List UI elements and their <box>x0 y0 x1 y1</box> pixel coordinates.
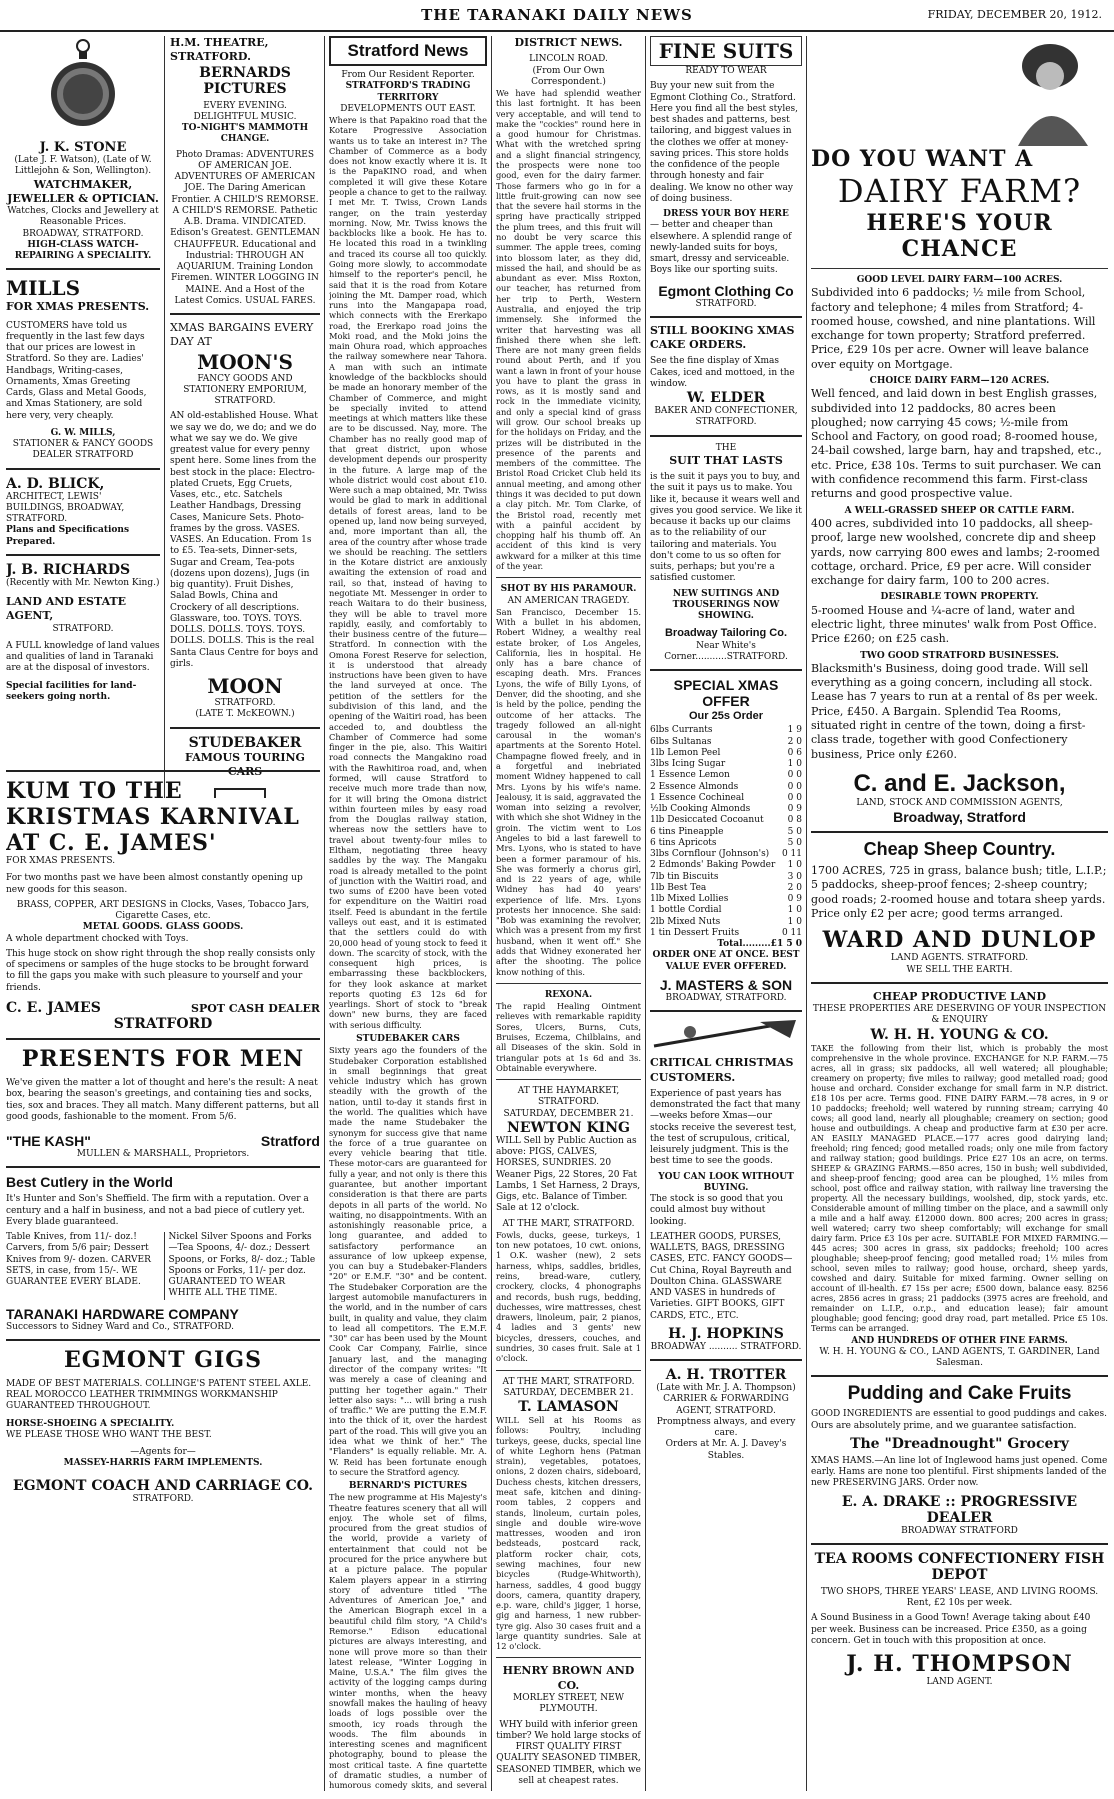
farm3-body: 400 acres, subdivided into 10 paddocks, all sheep-proof, large new woolshed, concrete dip and sheep yards, now carrying 800 ewes and lambs; 2-roomed cottage, orchard. Price, £9 per acre. Will consider exchange for dairy farm, 100 to 200 acres. <box>811 516 1100 588</box>
richards-place: STRATFORD. <box>52 623 114 634</box>
theatre-heading: H.M. THEATRE, STRATFORD. <box>170 36 269 64</box>
cutlery-body: It's Hunter and Son's Sheffield. The firm with a reputation. Over a century and a half in business, and not a bad piece of cutlery yet. Every blade guaranteed. <box>6 1194 309 1227</box>
thompson-name: J. H. THOMPSON <box>846 1651 1073 1677</box>
egmont-clothing-name: Egmont Clothing Co <box>658 282 794 299</box>
young-hundreds: AND HUNDREDS OF OTHER FINE FARMS. <box>851 1335 1068 1346</box>
productive-land-sub: THESE PROPERTIES ARE DESERVING OF YOUR INSPECTION & ENQUIRY <box>812 1004 1107 1026</box>
dairy-farm-heading: DAIRY FARM? <box>837 172 1082 210</box>
new-suitings: NEW SUITINGS AND TROUSERINGS NOW SHOWING. <box>672 588 780 622</box>
theatre-line2: DELIGHTFUL MUSIC. <box>193 111 297 122</box>
order-item <box>650 838 802 849</box>
order-item-name: 1 Essence Cochineal <box>650 792 745 803</box>
order-item-price: 3 0 <box>787 871 802 882</box>
blick-tagline: Plans and Specifications Prepared. <box>6 525 130 547</box>
richards-name: J. B. RICHARDS <box>6 561 131 578</box>
critical-body: Experience of past years has demonstrated the fact that many—weeks before Xmas—our stocks receive the severest test, the test of scrupulous, critical, leisurely judgment. This is the best time to see the goods. <box>650 1088 801 1167</box>
trotter-sub: (Late with Mr. J. A. Thompson) <box>656 1383 796 1394</box>
moon-sub: FANCY GOODS AND STATIONERY EMPORIUM, STRATFORD. <box>183 373 307 407</box>
order-item-price: 0 9 <box>787 894 802 905</box>
order-item-name: 1 tin Dessert Fruits <box>650 927 740 938</box>
dreadnought-heading: The "Dreadnought" Grocery <box>850 1435 1069 1452</box>
cutlery-knives: Table Knives, from 11/- doz.! Carvers, from 5/6 pair; Dessert Knives from 9/- dozen. CARVER SETS, in case, from 15/-. WE GUARANTEE EVERY BLADE. <box>6 1232 151 1288</box>
developments-heading: DEVELOPMENTS OUT EAST. <box>340 103 476 114</box>
kum-metal: METAL GOODS. GLASS GOODS. <box>82 922 244 933</box>
richards-trade: LAND AND ESTATE AGENT, <box>6 595 127 623</box>
elder-body: See the fine display of Xmas Cakes, iced and mottoed, in the window. <box>650 356 795 389</box>
town-property-heading: DESIRABLE TOWN PROPERTY. <box>880 592 1039 603</box>
productive-land-heading: CHEAP PRODUCTIVE LAND <box>873 989 1046 1003</box>
gigs-please: WE PLEASE THOSE WHO WANT THE BEST. <box>6 1429 212 1440</box>
order-item-name: 6lbs Sultanas <box>650 736 712 747</box>
own-correspondent: (From Our Own Correspondent.) <box>531 65 606 87</box>
order-item-price: 0 0 <box>787 770 802 781</box>
trading-article: Where is that Papakino road that the Kotare Progressive Association wants us to take an interest in? The Chamber of Commerce as a body does not know exactly where it is. It is the PapaKINO road, and when completed it will give these Kotare people a chance to get to the railway. I met Mr. T. Twiss, Crown Lands ranger, on the train yesterday morning. Now, Mr. Twiss knows the backblocks like a book. He has to. He located this road in a twinkling and traced its course all too quickly. Going more slowly, to accommodate himself to the reporter's pencil, he said that it is the road from Kotare joining the Mt. Damper road, which runs into the Mangapapa road, which connects with the Ererkapo road, the Ererkapo road joins the Moki road, and the Moki joins the main Ohura road, which approaches the railway somewhere near Tahora. A man with such an intimate knowledge of the backblocks should be made an honorary member of the Chamber of Commerce, and might be specially invited to attend meetings at which matters like these are to be discussed. Nay, more. The Chamber has no really good map of that great district, upon whose development depends our prosperity in the future. A large map of the whole district would cost about £10. Were such a map obtained, Mr. Twiss would be glad to mark in additional details of forest areas, land to be opened up, land now being surveyed, and, more important than all, the area of the country after whose trade we should be reaching. The settlers in the Kotare district are anxiously awaiting the extension of road and rail, so that, instead of having to negotiate Mt. Messenger in order to reach Waitara to do their business, they will be able to travel more rapidly, easily, and comfortably to their business centre of the future—Stratford. In connection with the Omona Forest Reserve for selection, it is understood that already instructions have been given to have the land surveyed at once. The petition of the settlers for the subdivision of this land, and the opening of the Waitiri road, has been acceded to, and doubtless the Chamber of Commerce had some finger in the pie, also. This Waitiri road connects the Mangakino road with the Rawhitiroa road, and, when formed, will cause Stratford to receive much more trade than now, for it will bring the Omona district within fourteen miles by easy road from the Douglas railway station, whereas now the settlers have to travel about twenty-four miles to Eltham, negotiating three heavy saddles by the way. The Mangaku road is already metalled to the point of junction with the Waitiri road, and two sums of £200 have been voted for expenditure on the Waitiri road itself. Feed is abundant in the fertile valleys out east, and it is estimated that the settlers could do with 20,000 head of young stock to feed it down. The scarcity of stock, with the consequent high prices, is embarrassing these backblockers, for they look askance at market reports quoting £3 12s 6d for yearlings. Short of stock to "break down" new burns, they are faced with serious difficulty. <box>329 115 487 1030</box>
newton-king-name: NEWTON KING <box>507 1119 630 1136</box>
moon-signature: MOON <box>207 674 283 699</box>
order-item-name: 2 Essence Almonds <box>650 781 739 792</box>
order-item-price: 5 0 <box>787 837 802 848</box>
order-item-name: 2 Edmonds' Baking Powder <box>650 860 776 871</box>
order-item <box>650 804 802 815</box>
tea-rooms-heading: TEA ROOMS CONFECTIONERY FISH DEPOT <box>814 1550 1105 1583</box>
stone-tagline: HIGH-CLASS WATCH-REPAIRING A SPECIALITY. <box>14 239 152 262</box>
rexona-body: The rapid Healing Ointment relieves with remarkable rapidity Sores, Ulcers, Burns, Cuts, Bruises, Eczema, Chilblains, and all Diseases of the skin. Sold in triangular pots at 1s 6d and 3s. Obtainable everywhere. <box>496 1001 641 1073</box>
order-heading: Our 25s Order <box>689 710 763 723</box>
order-item <box>650 827 802 838</box>
broadway-tailoring-sub: Near White's Corner...........STRATFORD. <box>664 640 788 662</box>
column-rule <box>164 36 165 798</box>
column-rule <box>324 36 325 1791</box>
ward-dunlop-name: WARD AND DUNLOP <box>822 927 1097 954</box>
issue-date: FRIDAY, DECEMBER 20, 1912. <box>927 8 1102 21</box>
stone-trade: WATCHMAKER, JEWELLER & OPTICIAN. <box>7 177 159 205</box>
henry-brown-name: HENRY BROWN AND CO. <box>502 1664 635 1692</box>
order-item <box>650 759 802 770</box>
gigs-agents: —Agents for— <box>130 1447 196 1458</box>
order-once: ORDER ONE AT ONCE. BEST VALUE EVER OFFERED. <box>652 950 800 972</box>
kum-line1: KUM TO THE <box>6 778 183 804</box>
hopkins-list: LEATHER GOODS, PURSES, WALLETS, BAGS, DRESSING CASES, ETC. FANCY GOODS—Cut China, Royal Bayreuth and Doulton China. GLASSWARE AND VASES in hundreds of Varieties. GIFT BOOKS, GIFT CARDS, ETC., ETC. <box>650 1231 793 1321</box>
tragedy-heading: AN AMERICAN TRAGEDY. <box>507 595 630 606</box>
elder-sub: BAKER AND CONFECTIONER, STRATFORD. <box>654 406 798 428</box>
lamason-body: WILL Sell at his Rooms as follows: Poultry, including turkeys, geese, ducks, special line of white Leghorn hens (Patman strain), vegetables, potatoes, onions, 2 dozen chairs, sideboard, Duchess chests, kitchen dressers, meat safe, kitchen and dining-room tables, 2 coppers and stands, linoleum, curtain poles, single and double wire-wove mattresses, wooden and iron bedsteads, postcard rack, platform rocker chair, cots, sewing machines, four new bicycles (Rudge-Whitworth), harness, saddles, 4 good buggy doors, camera, quantity drapery, e.p. ware, child's jigger, 1 horse, gig and harness, 1 new rubber-tyre gig. Also 30 cases fruit and a large quantity sundries. Sale at 12 o'clock. <box>496 1415 641 1652</box>
young-signature: W. H. H. YOUNG & CO., LAND AGENTS, T. GARDINER, Land Salesman. <box>819 1346 1100 1368</box>
order-item-name: 6 tins Pineapple <box>650 826 724 837</box>
order-item-price: 0 0 <box>787 781 802 792</box>
theatre-programme: Photo Dramas: ADVENTURES OF AMERICAN JOE. ADVENTURES OF AMERICAN JOE. The Daring American Frontier. A CHILD'S REMORSE. A CHILD'S REMORSE. Pathetic A.B. Drama. VINDICATED. Edison's Greatest. GENTLEMAN CHAUFFEUR. Educational and Industrial: THROUGH AN AQUARIUM. Training London Firemen. WINTER LOGGING IN MAINE. And a Host of the Latest Comics. USUAL FARES. <box>170 149 320 306</box>
gigs-heading: EGMONT GIGS <box>64 1346 262 1373</box>
ready-to-wear: READY TO WEAR <box>685 66 767 76</box>
jackson-name: C. and E. Jackson, <box>853 769 1066 797</box>
order-item <box>650 872 802 883</box>
order-item-price: 0 0 <box>787 792 802 803</box>
column-1 <box>6 36 160 798</box>
order-item-price: 1 0 <box>787 759 802 770</box>
order-item-name: 1 bottle Cordial <box>650 905 722 916</box>
order-item <box>650 737 802 748</box>
mart-heading: AT THE MART, STRATFORD. <box>502 1218 635 1229</box>
order-item <box>650 793 802 804</box>
order-item <box>650 748 802 759</box>
order-item <box>650 883 802 894</box>
studebaker-heading: STUDEBAKER <box>188 734 302 751</box>
district-news-title: DISTRICT NEWS. <box>514 36 623 49</box>
cheap-sheep-heading: Cheap Sheep Country. <box>863 839 1056 860</box>
mills-sub: FOR XMAS PRESENTS. <box>6 300 150 314</box>
order-item <box>650 894 802 905</box>
blick-name: A. D. BLICK, <box>6 475 105 492</box>
lady-illustration-icon <box>811 36 1108 146</box>
henry-brown-sub: MORLEY STREET, NEW PLYMOUTH. <box>513 1693 624 1715</box>
kum-sub: FOR XMAS PRESENTS. <box>6 856 116 866</box>
order-item-price: 0 11 <box>781 927 802 938</box>
shot-article: San Francisco, December 15. With a bullet in his abdomen, Robert Widney, a wealthy real estate broker, of Los Angeles, California, lies in hospital. He only has a bare chance of escaping death. Mrs. Frances Lyons, the wife of Billy Lyons, of Denver, did the shooting, and she is held by the police, pending the outcome of her attacks. The tragedy followed an all-night carousal in the woman's apartments at the Sorento Hotel. Champagne flowed freely, and in a forgetful and inebriated moment Widney happened to call Mrs. Lyons by his wife's name. Jealousy, it is said, aggravated the woman into seizing a revolver, with which she shot Widney in the groin. The victim went to Los Angeles to bid a last farewell to Mrs. Lyons, who is stated to have been a former paramour of his. She was formerly a chorus girl, and is 22 years of age, while Widney has had 40 years' experience of life. Mrs. Lyons protests her innocence. She said: "Bob was examining the revolver, which was a present from my first husband, when it went off." She adds that Widney exonerated her after the shooting. The police know nothing of this. <box>496 606 641 977</box>
suit-that-lasts: SUIT THAT LASTS <box>669 453 783 467</box>
drake-sub: BROADWAY STRATFORD <box>901 1525 1018 1536</box>
order-item <box>650 928 802 939</box>
order-item-name: 3lbs Icing Sugar <box>650 759 726 770</box>
order-list <box>650 725 802 939</box>
do-you-want: DO YOU WANT A <box>811 146 1034 172</box>
order-item <box>650 725 802 736</box>
dress-boy-body: — better and cheaper than elsewhere. A splendid range of newly-landed suits for boys, smart, dressy and serviceable. Boys like our sporting suits. <box>650 220 792 276</box>
james-name: C. E. JAMES <box>6 999 101 1016</box>
kum-line2: KRISTMAS KARNIVAL <box>6 804 300 830</box>
order-item-price: 1 0 <box>787 860 802 871</box>
cutlery-spoons: Nickel Silver Spoons and Forks—Tea Spoons, 4/- doz.; Dessert Spoons, or Forks, 8/- doz.; Table Spoons or Forks, 11/- per doz. GUARANTEED TO WEAR WHITE ALL THE TIME. <box>164 1232 321 1300</box>
column-2 <box>170 36 320 798</box>
presents-heading: PRESENTS FOR MEN <box>21 1046 305 1073</box>
james-spot: SPOT CASH DEALER <box>191 1001 320 1015</box>
businesses-body: Blacksmith's Business, doing good trade. Will sell everything as a going concern, including all stock. Lease has 7 years to run at a rental of 8s per week. Price, £450. A Bargain. Splendid Tea Rooms, situated right in centre of the town, doing a first-class trade, together with good Confectionery business, Price only £260. <box>811 661 1099 761</box>
order-item-name: 1lb Best Tea <box>650 882 707 893</box>
order-item-price: 2 0 <box>787 882 802 893</box>
stone-name: J. K. STONE <box>39 140 127 155</box>
suit-the: THE <box>715 442 737 453</box>
stock-line: The stock is so good that you could almost buy without looking. <box>650 1194 784 1227</box>
mart2-heading: AT THE MART, STRATFORD. <box>502 1376 635 1387</box>
broadway-tailoring-name: Broadway Tailoring Co. <box>664 627 788 640</box>
kash-place: Stratford <box>260 1133 320 1150</box>
mills-body: CUSTOMERS have told us frequently in the last few days that our prices are lowest in Stratford. So they are. Ladies' Handbags, Writing-cases, Ornaments, Xmas Greeting Cards, Glass and Metal Goods, and Xmas Stationery, are sold here very, very cheaply. <box>6 320 147 421</box>
column-4 <box>496 36 641 1791</box>
critical-heading: CRITICAL CHRISTMAS CUSTOMERS. <box>650 1056 794 1084</box>
order-item <box>650 905 802 916</box>
masters-name: J. MASTERS & SON <box>659 976 793 993</box>
masters-sub: BROADWAY, STRATFORD. <box>665 992 787 1003</box>
order-item-name: 1lb Mixed Lollies <box>650 894 729 905</box>
studebaker-cars-heading: STUDEBAKER CARS <box>356 1034 460 1045</box>
moon-late: (LATE T. McKEOWN.) <box>195 709 295 720</box>
mart-body: Fowls, ducks, geese, turkeys, 1 ton new potatoes, 10 cwt. onions, 1 O.K. washer (new), 2 sets harness, whips, saddles, bridles, reins, bread-ware, cutlery, crockery, clocks, 4 phonographs and records, bush rugs, bedding, duchesses, wire mattresses, chest drawers, linoleum, pair, 2 pianos, 4 ladies and 3 gents' new bicycles, dressers, couches, and sundries, 30 cases fruit. Sale at 1 o'clock. <box>496 1229 641 1364</box>
kum-body: For two months past we have been almost constantly opening up new goods for this season. <box>6 873 303 895</box>
mart2-date: SATURDAY, DECEMBER 21. <box>503 1387 634 1398</box>
ward-dunlop-earth: WE SELL THE EARTH. <box>906 964 1013 975</box>
order-item-price: 0 6 <box>787 747 802 758</box>
masthead <box>0 0 1114 32</box>
fine-suits-heading: FINE SUITS <box>650 36 802 66</box>
bottom-left-ads <box>6 770 320 1792</box>
lincoln-road-heading: LINCOLN ROAD. <box>529 54 608 65</box>
newton-king-body: WILL Sell by Public Auction as above: PIGS, CALVES, HORSES, SUNDRIES. 20 Weaner Pigs, 22 Stores, 20 Fat Lambs, 1 Set Harness, 2 Drays, Gigs, etc. Balance of Timber. Sale at 12 o'clock. <box>496 1135 641 1214</box>
order-item-name: 1lb Lemon Peel <box>650 747 721 758</box>
order-item-name: 7lb tin Biscuits <box>650 871 719 882</box>
trotter-prompt: Promptness always, and every care. <box>656 1416 796 1439</box>
trotter-carrier: CARRIER & FORWARDING AGENT, STRATFORD. <box>663 1394 789 1416</box>
gigs-massey: MASSEY-HARRIS FARM IMPLEMENTS. <box>63 1458 263 1469</box>
order-item <box>650 815 802 826</box>
coach-name: EGMONT COACH AND CARRIAGE CO. <box>12 1477 314 1494</box>
farm1-heading: GOOD LEVEL DAIRY FARM—100 ACRES. <box>856 275 1063 285</box>
witch-broom-icon <box>650 1018 802 1056</box>
kum-line3: AT C. E. JAMES' <box>6 830 217 856</box>
stone-address: BROADWAY, STRATFORD. <box>22 228 144 239</box>
blick-sub: ARCHITECT, LEWIS' BUILDINGS, BROADWAY, STRATFORD. <box>6 491 125 525</box>
cheap-sheep-body: 1700 ACRES, 725 in grass, balance bush; title, L.I.P.; 5 paddocks, sheep-proof fences; 2-sheep country; good roads; 2-roomed house and totara sheep yards. Price only £2 per acre; good terms arranged. <box>811 864 1107 920</box>
haymarket-date: SATURDAY, DECEMBER 21. <box>503 1108 634 1119</box>
column-rule <box>491 36 492 1791</box>
order-item-price: 1 0 <box>787 916 802 927</box>
column-rule <box>645 36 646 1791</box>
order-item-name: 3lbs Cornflour (Johnson's) <box>650 849 770 860</box>
kash-name: "THE KASH" <box>6 1133 91 1150</box>
james-place: STRATFORD <box>113 1016 213 1033</box>
farm2-heading: CHOICE DAIRY FARM—120 ACRES. <box>869 376 1050 387</box>
pocket-watch-icon <box>6 36 160 140</box>
lincoln-road-article: We have had splendid weather this last fortnight. It has been very acceptable, and will tend to make the "cockies" round here in a good humour for Christmas. What with the wretched spring and a slight financial stringency, the prospects were none too good, even for the dairy farmer. Those farmers who go in for a little fruit-growing can now see that the severe hail storms in the spring have practically stripped the plum trees, and this fruit will no doubt be very scarce this summer. The apple trees, coming into blossom later, as they did, missed the hail, and should be as abundant as ever. Miss Roxton, our teacher, has returned from her trip to Perth, Western Australia, and enjoyed the trip immensely. She informed the writer that harvesting was all finished there when she left. There are not many green fields round about Perth, and if you want a lawn in front of your house you have to plant the grass in rows, as it is mostly sand and rock in the immediate vicinity, and only a special kind of grass will grow. Our school breaks up for the holidays on Friday, and the prizes will be distributed in the presence of the parents and members of the committee. The Bristol Road Cricket Club held its annual meeting, and among other things it was decided to put down a clay pitch. Mr. Tom Clarke, of the Bristol road, recently met with a painful accident by chopping half his thumb off. An accident of this kind is very awkward for a milker at this time of the year. <box>496 88 641 571</box>
order-item <box>650 782 802 793</box>
egmont-clothing-place: STRATFORD. <box>695 298 757 309</box>
drake-name: E. A. DRAKE :: PROGRESSIVE DEALER <box>841 1493 1078 1526</box>
order-item-price: 2 0 <box>787 736 802 747</box>
theatre-name: BERNARDS PICTURES <box>199 64 291 97</box>
order-item-name: 2lb Mixed Nuts <box>650 916 721 927</box>
trading-heading: STRATFORD'S TRADING TERRITORY <box>345 81 471 103</box>
young-body: TAKE the following from their list, which is probably the most comprehensive in the whole province. EXCHANGE for N.P. FARM.—75 acres, all in grass; six paddocks, all well watered; all ploughable; creamery on property; five miles to railway; good metalled road; good house and orchard. Consider exchange for small farm in N.P. district. £18 10s per acre. Terms good. FINE DAIRY FARM.—78 acres, in 9 or 10 paddocks; freehold; well watered by running stream; carrying 40 cows; all good land, nearly all ploughable; creamery on section; good house and outbuildings. A cheap and productive farm at £30 per acre. AN EASILY MANAGED PLACE.—177 acres good dairying land; freehold; ring fenced; good metalled roads; only one mile from factory and railway station; good buildings. Price £27 10s an acre, on terms. SHEEP & GRAZING FARMS.—850 acres, 150 in bush; well subdivided, and sheep-proof fencing; good area can be ploughed, 1½ miles from school, post office and railway station, with railway line traversing the property. All the necessary buildings, woolshed, dip, stock yards, etc. Considerable amount of milling timber on the place, and a sawmill only a mile and a half away. £12000 down. 800 acres; 200 acres in grass; well watered; carry two sheep comfortably; will exchange for small dairy farm. Price £3 10s per acre. SUITABLE FOR MIXED FARMING.—445 acres; 300 acres in grass, six paddocks; freehold; 100 acres ploughable; sheep-proof fencing; good metalled road; 1½ miles from school, seven miles to railway; good house, orchard, sheep yards, cowshed and dairy. Suitable for mixed farming. Owner selling on account of ill-health. £7 15s per acre; £500 down, balance easy. 8256 acres, 2856 acres in grass; 21 paddocks (3975 acres are freehold, and remainder on L.I.P., o.r.p., and education lease); fair amount ploughable; good fencing; good dray road, part metalled. Price £5 10s. Terms can be arranged. <box>811 1042 1108 1334</box>
kash-sub: MULLEN & MARSHALL, Proprietors. <box>76 1149 250 1160</box>
rexona-heading: REXONA. <box>544 989 593 1000</box>
theatre-line3: TO-NIGHT'S MAMMOTH CHANGE. <box>181 123 309 145</box>
hardware-name: TARANAKI HARDWARE COMPANY <box>6 1305 239 1322</box>
order-item-price: 0 9 <box>787 804 802 815</box>
tea-rooms-body: TWO SHOPS, THREE YEARS' LEASE, AND LIVING ROOMS. Rent, £2 10s per week. <box>820 1586 1099 1608</box>
shot-heading: SHOT BY HIS PARAMOUR. <box>500 584 637 595</box>
order-item-name: 1lb Desiccated Cocoanut <box>650 815 764 826</box>
theatre-line1: EVERY EVENING. <box>203 100 287 111</box>
bernards-heading: BERNARD'S PICTURES <box>348 1481 468 1492</box>
richards-sub: (Recently with Mr. Newton King.) <box>6 577 160 588</box>
henry-brown-body: WHY build with inferior green timber? We hold large stocks of FIRST QUALITY FIRST QUALITY SEASONED TIMBER, SEASONED TIMBER, which we sell at cheapest rates. <box>496 1719 641 1786</box>
lamason-name: T. LAMASON <box>518 1399 619 1416</box>
richards-tagline: Special facilities for land-seekers going north. <box>6 680 137 702</box>
moon-place: STRATFORD. <box>214 698 276 709</box>
stratford-news-title: Stratford News <box>329 36 487 66</box>
studebaker-article: Sixty years ago the founders of the Studebaker Corporation established in small beginnings that great vehicle industry which has grown steadily with the growth of the nation, until to-day it stands first in the world. The qualities which have made the name Studebaker the synonym for success give that name the force of a true guarantee on every vehicle bearing that title. These motor-cars are guaranteed for fully a year, and not only is there this guarantee, but another important consideration is that there are parts depots in all parts of the world. No waiting, no disappointments. With an astonishingly reasonable price, a long guarantee, and added to satisfactory performance an assurance of low upkeep expense, you can buy a Studebaker-Flanders "20" or E.M.F. "30" and be content. The Studebaker Corporation are the largest automobile manufacturers in the world, and in the number of cars built, in quality and value, they claim to lead all competitors. The E.M.F. "30" car has been used by the Mount Cook Car Company, Fairlie, since January last, and the managing director of the company writes: "It was merely a case of cleaning and putting her together again." Their letter also says: "... will bring a rush of traffic." We are putting the E.M.F. into the thick of it, over the hardest part of the road. This will give you an idea what we think of her." The "Flanders" is equally reliable. Mr. A. W. Reid has been fortunate enough to secure the Stratford agency. <box>329 1045 487 1477</box>
jackson-sub: LAND, STOCK AND COMMISSION AGENTS, <box>856 797 1063 808</box>
dress-boy: DRESS YOUR BOY HERE <box>663 209 789 219</box>
order-item-price: 0 8 <box>787 815 802 826</box>
order-item <box>650 849 802 860</box>
farm3-heading: A WELL-GRASSED SHEEP OR CATTLE FARM. <box>844 505 1075 516</box>
heres-your-chance: HERE'S YOUR CHANCE <box>866 210 1053 262</box>
tea-rooms-body2: A Sound Business in a Good Town! Average taking about £40 per week. Business can be increased. Price £350, as a going concern. Get in touch with this proposition at once. <box>811 1613 1091 1646</box>
look-without-buying: YOU CAN LOOK WITHOUT BUYING. <box>658 1171 794 1193</box>
gigs-horse: HORSE-SHOEING A SPECIALITY. <box>6 1418 175 1429</box>
bernards-article: The new programme at His Majesty's Theatre features scenery that all will enjoy. The whole set of films, procured from the great studios of the world, provide a variety of entertainment that could not be procured for the price anywhere but at a picture palace. The popular Kalem players appear in a stirring story of adventure titled "The Adventures of American Joe," and the American Biograph excel in a beautiful child film story, "A Child's Remorse." Edison educational pictures are always interesting, and none will prove more so than their latest release, "Winter Logging in Maine, U.S.A." The film gives the activity of the logging camps during winter months, when the heavy snowfall makes the hauling of heavy loads of logs possible over the smooth, icy roads through the woods. The film abounds in interesting scenes and magnificent photography, bound to please the most critical taste. A fine quartette of dramatic studies, a number of humorous comedy skits, and several <box>329 1492 487 1791</box>
trotter-orders: Orders at Mr. A. J. Davey's Stables. <box>665 1439 787 1461</box>
order-item <box>650 770 802 781</box>
gigs-body: MADE OF BEST MATERIALS. COLLINGE'S PATENT STEEL AXLE. REAL MOROCCO LEATHER TRIMMINGS WORKMANSHIP GUARANTEED THROUGHOUT. <box>6 1378 312 1412</box>
jackson-address: Broadway, Stratford <box>893 809 1026 826</box>
trotter-name: A. H. TROTTER <box>665 1367 787 1384</box>
order-item-price: 5 0 <box>787 826 802 837</box>
column-6 <box>811 36 1108 1791</box>
hopkins-sub: BROADWAY .......... STRATFORD. <box>650 1341 802 1352</box>
column-rule <box>806 36 807 1791</box>
kum-brass: BRASS, COPPER, ART DESIGNS in Clocks, Vases, Tobacco Jars, Cigarette Cases, etc. <box>16 899 310 921</box>
farm2-body: Well fenced, and laid down in best English grasses, subdivided into 12 paddocks, 80 acres been ploughed; now carrying 45 cows; ½-mile from School and Factory, on good road; 8-roomed house, 24-bail cowshed, large barn, hay and trapshed, etc., etc. Price, £38 10s. Terms to suit purchaser. We can with confidence recommend this farm. First-class returns and good prospective value. <box>811 387 1102 501</box>
order-item-name: 6lbs Currants <box>650 725 713 736</box>
elder-name: W. ELDER <box>686 390 766 407</box>
order-item <box>650 860 802 871</box>
order-total: Total.........£1 5 0 <box>717 939 802 950</box>
stone-wares: Watches, Clocks and Jewellery at Reasonable Prices. <box>7 206 159 228</box>
richards-body: A FULL knowledge of land values and qualities of land in Taranaki are at the disposal of investors. <box>6 640 160 674</box>
ward-dunlop-sub: LAND AGENTS. STRATFORD. <box>890 953 1029 964</box>
haymarket-heading: AT THE HAYMARKET, STRATFORD. <box>517 1086 620 1108</box>
order-item-name: 6 tins Apricots <box>650 837 717 848</box>
businesses-heading: TWO GOOD STRATFORD BUSINESSES. <box>860 650 1059 661</box>
studebaker-sub: FAMOUS TOURING CARS <box>185 750 305 778</box>
mills-signature: G. W. MILLS, <box>50 427 116 438</box>
mills-tagline: STATIONER & FANCY GOODS DEALER STRATFORD <box>12 439 154 461</box>
order-item-name: 1 Essence Lemon <box>650 770 730 781</box>
column-3 <box>329 36 487 1791</box>
column-5 <box>650 36 802 1791</box>
resident-reporter: From Our Resident Reporter. <box>341 70 475 80</box>
young-name: W. H. H. YOUNG & CO. <box>870 1026 1049 1043</box>
order-item-name: ½lb Cooking Almonds <box>650 804 751 815</box>
pudding-body: GOOD INGREDIENTS are essential to good puddings and cakes. Ours are absolutely prime, and we guarantee satisfaction. <box>811 1409 1107 1431</box>
moon-heading: XMAS BARGAINS EVERY DAY AT <box>170 321 314 349</box>
town-property-body: 5-roomed House and ¼-acre of land, water and electric light, three minutes' walk from Post Office. Price £260; on £25 cash. <box>811 603 1097 646</box>
coach-place: STRATFORD. <box>132 1493 194 1504</box>
stone-sub: (Late J. F. Watson), (Late of W. Littlejohn & Son, Wellington). <box>14 155 152 177</box>
moon-name: MOON'S <box>197 349 293 374</box>
dreadnought-body: XMAS HAMS.—An line lot of Inglewood hams just opened. Come early. Hams are none too plentiful. First shipments landed of the new PRESERVING JARS. Order now. <box>811 1455 1108 1489</box>
pudding-heading: Pudding and Cake Fruits <box>847 1383 1072 1405</box>
order-item-price: 0 11 <box>781 849 802 860</box>
order-item <box>650 917 802 928</box>
hardware-sub: Successors to Sidney Ward and Co., STRATFORD. <box>6 1321 234 1332</box>
still-booking: STILL BOOKING XMAS CAKE ORDERS. <box>650 323 795 352</box>
order-item-price: 1 9 <box>787 725 802 736</box>
moon-body: AN old-established House. What we say we do, we do; and we do what we say we do. We give greatest value for every penny spent here. Some lines from the best stock in the place: Electro-plated Cruets, Egg Cruets, Vases, etc., etc. Satchels Leather Handbags, Dressing Cases, Manicure Sets. Photo-frames by the gross. VASES. VASES. An Education. From 1s to £5. Tea-sets, Dinner-sets, Sugar and Cream, Tea-pots (dozens upon dozens), Jugs (in big quantity). Fruit Dishes, Salad Bowls, China and Crockery of all descriptions. Glassware, too. TOYS. TOYS. DOLLS. DOLLS. TOYS. TOYS. DOLLS. DOLLS. This is the real Santa Claus Centre for boys and girls. <box>170 411 319 669</box>
kum-body2: This huge stock on show right through the shop really consists only of specimens or samples of the huge stocks to be brought forward to fill the gaps you make with such pleasure to yourself and your friends. <box>6 948 316 993</box>
newspaper-title: THE TARANAKI DAILY NEWS <box>421 6 693 24</box>
order-item-price: 1 0 <box>787 905 802 916</box>
farm1-body: Subdivided into 6 paddocks; ½ mile from School, factory and telephone; 4 miles from Stratford; 4-roomed house, cowshed, and nine plantations. Will exchange for town property; Stratford preferred. Price, £29 10s per acre. Owner will leave balance over equity on Mortgage. <box>811 286 1096 371</box>
hopkins-name: H. J. HOPKINS <box>668 1325 784 1342</box>
cutlery-heading: Best Cutlery in the World <box>6 1174 173 1191</box>
special-offer-heading: SPECIAL XMAS OFFER <box>673 677 779 710</box>
thompson-sub: LAND AGENT. <box>926 1677 993 1687</box>
presents-body: We've given the matter a lot of thought and here's the result: A neat box, bearing the season's greetings, and containing ties and socks, ties, sox and braces. They all match. Many different patterns, but all good goods, fashionable to the moment. From 5/6. <box>6 1078 320 1122</box>
fine-suits-body: Buy your new suit from the Egmont Clothing Co., Stratford. Here you find all the best styles, best shades and patterns, best tailoring, and biggest values in the clothes we offer at money-saving prices. This store holds the confidence of the people through honesty and fair dealing. We know no other way of doing business. <box>650 81 799 204</box>
kum-dept: A whole department chocked with Toys. <box>6 933 189 944</box>
suit-body: is the suit it pays you to buy, and the suit it pays us to make. You like it, because it wears well and gives you good service. We like it because it backs up our claims as to the reliability of our tailoring and materials. You don't come to us so often for suits, perhaps; but you're a satisfied customer. <box>650 472 802 584</box>
mills-heading: MILLS <box>6 276 81 301</box>
